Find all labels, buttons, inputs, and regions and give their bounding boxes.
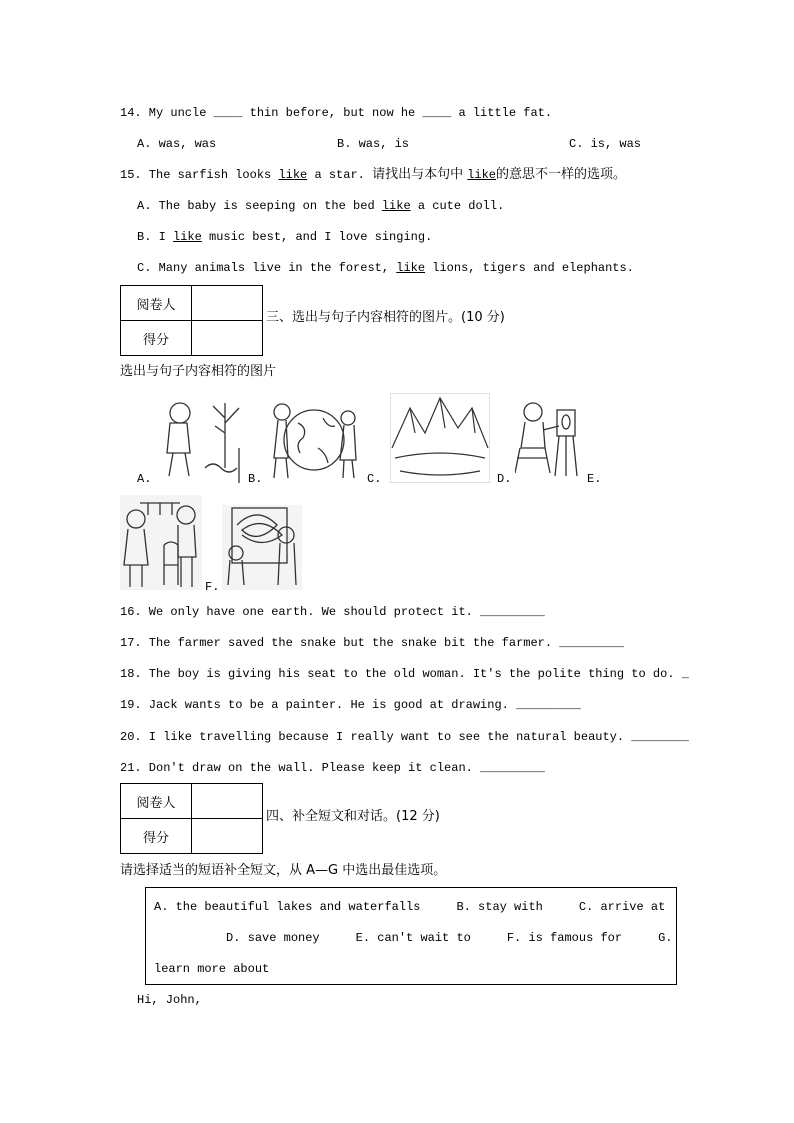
q15-option-a [137, 198, 504, 214]
question-20: 20. I like travelling because I really want to see the natural beauty. ________ [120, 730, 689, 744]
text: a cute doll. [410, 199, 505, 213]
picture-draw-on-wall [222, 505, 302, 590]
question-15 [120, 167, 626, 183]
phrase-options-line-1: A. the beautiful lakes and waterfalls B. stay with C. arrive at [154, 900, 666, 914]
label-b: B. [248, 472, 263, 486]
text: B. I [137, 230, 174, 244]
q15-like: like [278, 168, 308, 182]
score-label: 得分 [121, 321, 192, 356]
letter-greeting: Hi, John, [137, 993, 202, 1007]
text: C. Many animals live in the forest, [137, 261, 397, 275]
picture-e-painter [515, 398, 583, 478]
section-4-title: 四、补全短文和对话。(12 分) [266, 809, 440, 824]
picture-seat-old-woman [120, 495, 202, 590]
picture-a-farmer-snake [155, 398, 243, 483]
underlined-word: like [381, 199, 411, 213]
question-16: 16. We only have one earth. We should protect it. _________ [120, 605, 545, 619]
text: A. The baby is seeping on the bed [137, 199, 382, 213]
reviewer-label: 阅卷人 [121, 784, 192, 819]
picture-b-earth [268, 398, 360, 480]
question-19: 19. Jack wants to be a painter. He is good at drawing. _________ [120, 698, 581, 712]
q15-like-2: like [467, 168, 497, 182]
question-17: 17. The farmer saved the snake but the snake bit the farmer. _________ [120, 636, 625, 650]
section-3-title: 三、选出与句子内容相符的图片。(10 分) [266, 310, 505, 325]
question-18: 18. The boy is giving his seat to the old woman. It's the polite thing to do. _ [120, 667, 689, 681]
reviewer-cell[interactable] [192, 286, 263, 321]
phrase-options-line-3: learn more about [154, 962, 270, 976]
q15-option-c [137, 260, 634, 276]
underlined-word: like [396, 261, 426, 275]
q14-option-a: A. was, was [137, 137, 217, 151]
underlined-word: like [173, 230, 202, 244]
question-21: 21. Don't draw on the wall. Please keep it clean. _________ [120, 761, 545, 775]
score-table-3 [120, 285, 263, 356]
q14-option-c: C. is, was [569, 137, 642, 151]
q15-instruction: 请找出与本句中 [372, 167, 468, 182]
question-14: 14. My uncle ____ thin before, but now he ____ a little fat. [120, 106, 553, 120]
q15-instruction-2: 的意思不一样的选项。 [496, 167, 627, 182]
q14-option-b: B. was, is [337, 137, 410, 151]
score-cell[interactable] [192, 321, 263, 356]
score-table-4 [120, 783, 263, 854]
label-c: C. [367, 472, 382, 486]
score-label: 得分 [121, 819, 192, 854]
section-4-instruction: 请选择适当的短语补全短文，从 A—G 中选出最佳选项。 [120, 863, 447, 878]
reviewer-cell[interactable] [192, 784, 263, 819]
label-a: A. [137, 472, 152, 486]
text: lions, tigers and elephants. [425, 261, 634, 275]
label-e: E. [587, 472, 602, 486]
q15-text: 15. The sarfish looks [120, 168, 279, 182]
q15-text-2: a star. [307, 168, 373, 182]
q15-option-b [137, 229, 432, 245]
score-cell[interactable] [192, 819, 263, 854]
reviewer-label: 阅卷人 [121, 286, 192, 321]
section-3-instruction: 选出与句子内容相符的图片 [120, 364, 277, 379]
phrase-options-line-2: D. save money E. can't wait to F. is famous for G. [154, 931, 673, 945]
label-f: F. [205, 580, 220, 594]
text: music best, and I love singing. [201, 230, 433, 244]
label-d: D. [497, 472, 512, 486]
picture-c-mountains [390, 393, 490, 483]
